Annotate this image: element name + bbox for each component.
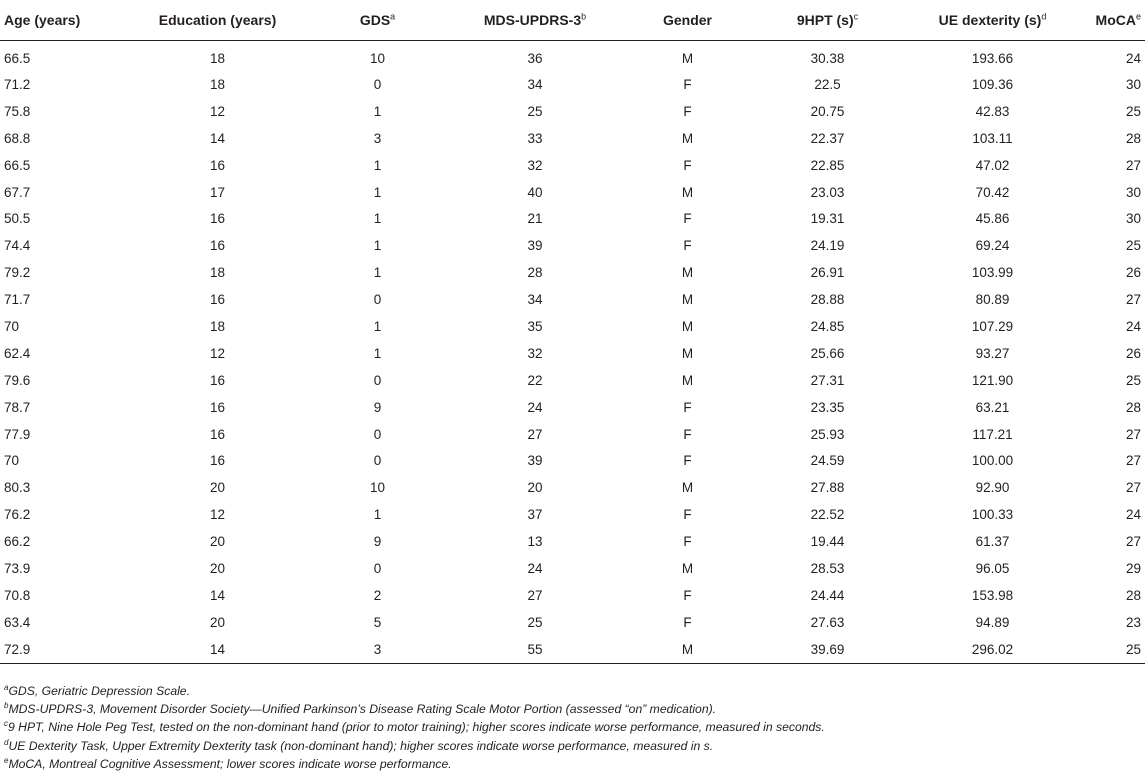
cell-moca: 27 — [1125, 157, 1141, 173]
cell-education: 20 — [209, 560, 226, 576]
cell-9hpt: 30.38 — [810, 50, 845, 66]
cell-9hpt: 22.85 — [810, 157, 845, 173]
cell-age: 70 — [4, 453, 20, 469]
table-row — [0, 636, 1145, 663]
cell-gender: M — [681, 265, 694, 281]
cell-moca: 24 — [1125, 507, 1141, 523]
cell-education: 16 — [209, 211, 226, 227]
cell-education: 17 — [209, 184, 226, 200]
cell-moca: 30 — [1125, 184, 1141, 200]
footnote-mark: b — [4, 701, 9, 711]
cell-age: 50.5 — [4, 211, 31, 227]
cell-moca: 26 — [1125, 345, 1141, 361]
cell-gender: F — [683, 587, 692, 603]
cell-age: 62.4 — [4, 345, 31, 361]
table-footnotes — [4, 682, 1134, 773]
cell-gds: 1 — [373, 507, 382, 523]
cell-gender: F — [683, 103, 692, 119]
cell-ue-dexterity: 96.05 — [975, 560, 1010, 576]
header-mds-updrs-3: MDS-UPDRS-3$^b$ — [440, 0, 630, 41]
cell-9hpt: 23.35 — [810, 399, 845, 415]
cell-ue-dexterity: 153.98 — [971, 587, 1014, 603]
cell-gender: F — [683, 76, 692, 92]
cell-gds: 0 — [373, 426, 382, 442]
cell-ue-dexterity: 42.83 — [975, 103, 1010, 119]
cell-gds: 10 — [369, 50, 386, 66]
cell-9hpt: 27.63 — [810, 614, 845, 630]
table-row — [0, 205, 1145, 232]
cell-mds-updrs-3: 39 — [527, 453, 543, 469]
cell-mds-updrs-3: 13 — [527, 534, 543, 550]
cell-ue-dexterity: 109.36 — [971, 76, 1014, 92]
footnote-text: GDS, Geriatric Depression Scale. — [8, 684, 190, 698]
cell-gender: M — [681, 50, 694, 66]
cell-mds-updrs-3: 24 — [527, 560, 543, 576]
cell-age: 72.9 — [0, 636, 120, 663]
cell-9hpt: 23.03 — [810, 184, 845, 200]
cell-education: 18 — [209, 265, 226, 281]
cell-ue-dexterity: 63.21 — [975, 399, 1010, 415]
cell-age: 71.7 — [4, 292, 31, 308]
cell-age: 79.6 — [4, 372, 31, 388]
cell-gds: 0 — [373, 76, 382, 92]
cell-9hpt: 28.88 — [810, 292, 845, 308]
cell-mds-updrs-3: 22 — [527, 372, 543, 388]
cell-9hpt: 39.69 — [745, 636, 910, 663]
cell-age: 70 — [4, 318, 20, 334]
cell-gender: F — [683, 614, 692, 630]
cell-ue-dexterity: 107.29 — [971, 318, 1014, 334]
cell-mds-updrs-3: 25 — [527, 103, 543, 119]
footnote — [4, 737, 1134, 755]
cell-age: 78.7 — [4, 399, 31, 415]
cell-9hpt: 24.85 — [810, 318, 845, 334]
cell-gender: M — [681, 560, 694, 576]
footnote-mark: d — [4, 737, 9, 747]
footnote — [4, 718, 1134, 736]
table-row — [0, 286, 1145, 313]
cell-moca: 24 — [1125, 318, 1141, 334]
cell-gds: 10 — [369, 480, 386, 496]
cell-gender: F — [683, 426, 692, 442]
cell-education: 16 — [209, 238, 226, 254]
cell-gender: M — [681, 345, 694, 361]
cell-moca: 28 — [1125, 399, 1141, 415]
cell-education: 12 — [209, 103, 226, 119]
footnote-text: 9 HPT, Nine Hole Peg Test, tested on the non-dominant hand (prior to motor training); higher scores indicate worse performance, measured in seconds. — [8, 720, 825, 735]
cell-mds-updrs-3: 34 — [527, 292, 543, 308]
cell-education: 16 — [209, 372, 226, 388]
cell-education: 20 — [209, 480, 226, 496]
cell-moca: 28 — [1125, 130, 1141, 146]
cell-9hpt: 25.66 — [810, 345, 845, 361]
table-row — [0, 528, 1145, 555]
cell-gds: 0 — [373, 453, 382, 469]
footnote-text: MDS-UPDRS-3, Movement Disorder Society—Unified Parkinson’s Disease Rating Scale Motor Portion (assessed “on” medication). — [8, 702, 717, 717]
cell-education: 12 — [209, 345, 226, 361]
cell-gds: 1 — [373, 238, 382, 254]
cell-education: 20 — [209, 614, 226, 630]
cell-gender: M — [681, 184, 694, 200]
cell-ue-dexterity: 92.90 — [975, 480, 1010, 496]
cell-mds-updrs-3: 28 — [527, 265, 543, 281]
cell-mds-updrs-3: 40 — [527, 184, 543, 200]
cell-gds: 1 — [373, 211, 382, 227]
cell-mds-updrs-3: 24 — [527, 399, 543, 415]
header-gds: GDS$^a$ — [315, 0, 440, 41]
cell-age: 79.2 — [4, 265, 31, 281]
cell-moca: 25 — [1125, 372, 1141, 388]
table-header-row — [0, 0, 1145, 41]
cell-ue-dexterity: 103.99 — [971, 265, 1014, 281]
footnote — [4, 700, 1134, 718]
table-row — [0, 340, 1145, 367]
cell-gds: 2 — [373, 587, 382, 603]
table-row — [0, 232, 1145, 259]
cell-moca: 24 — [1125, 50, 1141, 66]
cell-gender: M — [681, 318, 694, 334]
cell-gender: F — [683, 157, 692, 173]
cell-education: 14 — [209, 130, 226, 146]
cell-9hpt: 26.91 — [810, 265, 845, 281]
cell-education: 16 — [209, 426, 226, 442]
cell-9hpt: 27.31 — [810, 372, 845, 388]
table-row — [0, 367, 1145, 394]
cell-mds-updrs-3: 34 — [527, 76, 543, 92]
cell-ue-dexterity: 117.21 — [972, 426, 1013, 442]
cell-gds: 0 — [373, 372, 382, 388]
header-ue-dexterity: UE dexterity $(s)^d$ — [910, 0, 1075, 41]
cell-9hpt: 22.5 — [814, 76, 841, 92]
cell-9hpt: 24.19 — [810, 238, 845, 254]
table-row — [0, 313, 1145, 340]
cell-ue-dexterity: 45.86 — [975, 211, 1010, 227]
cell-mds-updrs-3: 32 — [527, 345, 543, 361]
cell-9hpt: 20.75 — [810, 103, 845, 119]
cell-ue-dexterity: 193.66 — [971, 50, 1014, 66]
table-row — [0, 447, 1145, 474]
cell-education: 16 — [209, 453, 226, 469]
cell-age: 73.9 — [4, 560, 31, 576]
cell-9hpt: 22.52 — [810, 507, 845, 523]
cell-moca: 27 — [1125, 480, 1141, 496]
cell-gender: F — [683, 399, 692, 415]
cell-gds: 0 — [373, 292, 382, 308]
cell-moca: 25 — [1125, 103, 1141, 119]
cell-moca: 27 — [1125, 292, 1141, 308]
cell-9hpt: 28.53 — [810, 560, 845, 576]
cell-9hpt: 24.59 — [810, 453, 845, 469]
cell-education: 18 — [209, 76, 226, 92]
cell-moca: 29 — [1125, 560, 1141, 576]
cell-ue-dexterity: 100.00 — [971, 453, 1014, 469]
table-row — [0, 152, 1145, 179]
cell-ue-dexterity: 93.27 — [975, 345, 1010, 361]
table-row — [0, 555, 1145, 582]
cell-gender: F — [683, 453, 692, 469]
header-education: Education (years) — [120, 0, 315, 41]
cell-moca: 30 — [1125, 76, 1141, 92]
cell-education: 16 — [209, 292, 226, 308]
cell-moca: 27 — [1125, 453, 1141, 469]
cell-gds: 5 — [373, 614, 382, 630]
cell-age: 75.8 — [4, 103, 31, 119]
footnote-mark: e — [4, 755, 9, 765]
cell-mds-updrs-3: 39 — [527, 238, 543, 254]
header-moca: MoCA$^e$ — [1075, 0, 1145, 41]
cell-mds-updrs-3: 35 — [527, 318, 543, 334]
cell-moca: 25 — [1075, 636, 1145, 663]
cell-gds: 9 — [373, 399, 382, 415]
cell-9hpt: 22.37 — [810, 130, 845, 146]
cell-mds-updrs-3: 20 — [527, 480, 543, 496]
table-row — [0, 609, 1145, 636]
cell-education: 18 — [209, 318, 226, 334]
cell-moca: 27 — [1125, 534, 1141, 550]
cell-education: 12 — [209, 507, 226, 523]
cell-age: 71.2 — [4, 76, 31, 92]
footnote-text: MoCA, Montreal Cognitive Assessment; lower scores indicate worse performance. — [8, 756, 452, 771]
cell-ue-dexterity: 61.37 — [975, 534, 1010, 550]
cell-mds-updrs-3: 21 — [527, 211, 543, 227]
table-row — [0, 98, 1145, 125]
cell-9hpt: 19.44 — [810, 534, 845, 550]
cell-mds-updrs-3: 33 — [527, 130, 543, 146]
footnote-text: UE Dexterity Task, Upper Extremity Dexterity task (non-dominant hand); higher scores indicate worse performance, measured in s. — [8, 738, 714, 753]
cell-gds: 9 — [373, 534, 382, 550]
cell-gender: M — [681, 480, 694, 496]
table-row — [0, 259, 1145, 286]
cell-gender: F — [683, 507, 692, 523]
footnote-mark: c — [4, 719, 8, 729]
cell-age: 66.2 — [4, 534, 31, 550]
cell-ue-dexterity: 47.02 — [975, 157, 1010, 173]
cell-education: 18 — [209, 50, 226, 66]
cell-ue-dexterity: 121.90 — [971, 372, 1014, 388]
cell-9hpt: 24.44 — [810, 587, 845, 603]
header-gender: Gender — [630, 0, 745, 41]
header-9hpt: 9HPT $(s)^c$ — [745, 0, 910, 41]
cell-gds: 1 — [373, 318, 382, 334]
header-age: Age (years) — [0, 0, 120, 41]
cell-moca: 26 — [1125, 265, 1141, 281]
footnote — [4, 682, 1134, 700]
cell-mds-updrs-3: 27 — [527, 426, 543, 442]
cell-age: 68.8 — [4, 130, 31, 146]
cell-ue-dexterity: 100.33 — [971, 507, 1014, 523]
table-row — [0, 125, 1145, 152]
cell-mds-updrs-3: 25 — [527, 614, 543, 630]
table-row — [0, 421, 1145, 448]
table-row — [0, 582, 1145, 609]
cell-mds-updrs-3: 55 — [440, 636, 630, 663]
cell-9hpt: 25.93 — [810, 426, 845, 442]
cell-gds: 1 — [373, 157, 382, 173]
cell-gds: 1 — [373, 103, 382, 119]
cell-moca: 28 — [1125, 587, 1141, 603]
cell-gender: F — [683, 211, 692, 227]
cell-gds: 0 — [373, 560, 382, 576]
cell-gender: M — [630, 636, 745, 663]
cell-ue-dexterity: 69.24 — [975, 238, 1010, 254]
footnote-mark: a — [4, 682, 9, 692]
cell-ue-dexterity: 103.11 — [972, 130, 1013, 146]
cell-ue-dexterity: 296.02 — [910, 636, 1075, 663]
cell-gds: 1 — [373, 184, 382, 200]
cell-age: 76.2 — [4, 507, 31, 523]
cell-age: 66.5 — [4, 157, 31, 173]
table-row — [0, 394, 1145, 421]
cell-9hpt: 19.31 — [810, 211, 845, 227]
table-row — [0, 41, 1145, 72]
cell-moca: 30 — [1125, 211, 1141, 227]
cell-mds-updrs-3: 27 — [527, 587, 543, 603]
cell-age: 80.3 — [4, 480, 31, 496]
cell-mds-updrs-3: 36 — [527, 50, 543, 66]
cell-gds: 1 — [373, 345, 382, 361]
table-row — [0, 179, 1145, 206]
cell-education: 16 — [209, 399, 226, 415]
table-row — [0, 71, 1145, 98]
cell-ue-dexterity: 94.89 — [975, 614, 1010, 630]
cell-gds: 3 — [315, 636, 440, 663]
cell-education: 14 — [120, 636, 315, 663]
cell-education: 14 — [209, 587, 226, 603]
cell-mds-updrs-3: 32 — [527, 157, 543, 173]
cell-education: 16 — [209, 157, 226, 173]
cell-age: 67.7 — [4, 184, 31, 200]
cell-age: 63.4 — [4, 614, 31, 630]
cell-education: 20 — [209, 534, 226, 550]
cell-moca: 27 — [1125, 426, 1141, 442]
cell-age: 66.5 — [4, 50, 31, 66]
table-row — [0, 474, 1145, 501]
table-row — [0, 501, 1145, 528]
table-body — [0, 41, 1145, 664]
cell-ue-dexterity: 70.42 — [975, 184, 1010, 200]
cell-9hpt: 27.88 — [810, 480, 845, 496]
cell-gds: 1 — [373, 265, 382, 281]
cell-gender: M — [681, 372, 694, 388]
cell-gender: M — [681, 292, 694, 308]
cell-age: 74.4 — [4, 238, 31, 254]
cell-moca: 23 — [1125, 614, 1141, 630]
cell-gds: 3 — [373, 130, 382, 146]
footnote — [4, 755, 1134, 773]
cell-gender: M — [681, 130, 694, 146]
cell-mds-updrs-3: 37 — [527, 507, 543, 523]
cell-gender: F — [683, 238, 692, 254]
cell-gender: F — [683, 534, 692, 550]
cell-moca: 25 — [1125, 238, 1141, 254]
cell-age: 77.9 — [4, 426, 31, 442]
cell-age: 70.8 — [4, 587, 31, 603]
cell-ue-dexterity: 80.89 — [975, 292, 1010, 308]
